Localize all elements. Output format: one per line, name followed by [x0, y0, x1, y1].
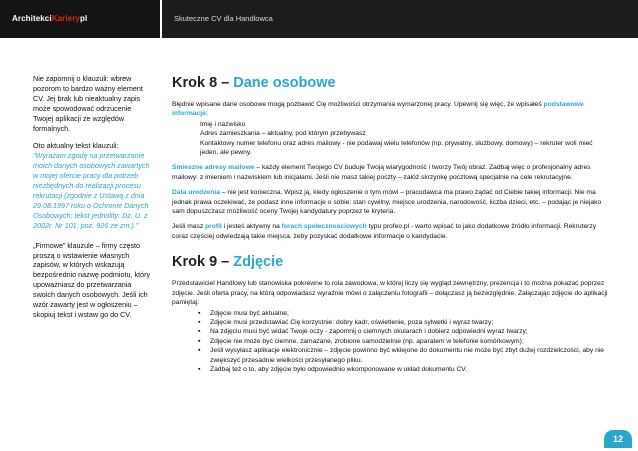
step8-basic-info-list — [172, 120, 612, 158]
sidebar-clause-label: Oto aktualny tekst klauzuli: — [33, 141, 119, 151]
list-item: ▪ Zdjęcie musi przedstawiać Cię korzystnie: dobry kadr, oświetlenie, poza sylwetki i wyraz twarzy; — [198, 318, 612, 327]
main-content — [172, 74, 612, 374]
list-item: ▪ Jeśli wysyłasz aplikacje elektronicznie – zdjęcie powinno być wklejone do dokumentu nie może być zbyt dużej rozdzielczości, aby nie zwiększyć przesadnie wielkości przesyłanego pliku. — [198, 346, 612, 365]
sidebar-note — [33, 74, 151, 328]
header-logo-bar — [0, 0, 160, 38]
list-item: Imię i nazwisko — [200, 120, 246, 128]
list-item: Adres zamieszkania – aktualny, pod którym przebywasz — [200, 130, 366, 138]
step9-title: Krok 9 – Zdjęcie — [172, 254, 284, 271]
logo: ArchitekciKarierypl — [12, 14, 88, 23]
step8-email-paragraph: Śmieszne adresy mailowe – każdy element Twojego CV buduje Twoją wiarygodność i tworzy Twój obraz. Zadbaj więc o profesjonalny adres mailowy: z imieniem i nazwiskiem lub inicjałami. Jeśli nie masz takiej poczty – załóż skrzynkę pocztową specjalnie na cele rekrutacyjne. — [172, 164, 591, 181]
list-item: ▪ Zdjęcie nie może być ciemne, zamazane, zrobione samodzielnie (np. aparatem w telefonie komórkowym); — [198, 337, 612, 346]
list-item: Kontaktowy numer telefonu oraz adres mailowy - nie podawaj wielu telefonów (np. prywatny, służbowy, domowy) – rekruter woli mieć jeden, ale pewny. — [200, 139, 593, 157]
page-number-badge: 12 — [604, 430, 632, 448]
list-item: ▪ Zdjęcie musi być aktualne; — [198, 309, 612, 318]
step9-photo-checklist — [198, 309, 612, 375]
step8-title: Krok 8 – Dane osobowe — [172, 75, 336, 91]
list-item: ▪ Na zdjęciu musi być widać Twoje oczy - zapomnij o ciemnych okularach i dobierz odpowiedni wyraz twarzy; — [198, 327, 612, 336]
step8-intro: Błędnie wpisane dane osobowe mogą pozbawić Cię możliwości otrzymania wymarzonej pracy. Upewnij się więc, że wpisałeś podstawowe informacje: — [172, 101, 584, 118]
sidebar-clause-quote: "Wyrażam zgodę na przetwarzanie moich danych osobowych zawartych w mojej ofercie pracy dla potrzeb niezbędnych do realizacji procesu rekrutacji (zgodnie z Ustawą z dnia 29.08.1997 roku o Ochronie Danych Osobowych; tekst jednolity: Dz. U. z 2002r. Nr 101, poz. 926 ze zm.)." — [33, 151, 150, 230]
sidebar-clause-intro — [33, 141, 151, 230]
header-title-bar — [162, 0, 638, 38]
step8-profile-paragraph: Jeśli masz profil i jesteś aktywny na forach społecznościowych typu profeo.pl - warto wpisać to jako dodatkowe źródło informacji. Rekruterzy coraz częściej odwiedzają takie miejsca, żeby pozyskać dodatkowe informacje o kandydacie. — [172, 223, 597, 240]
list-item: ▪ Zadbaj też o to, aby zdjęcie było odpowiednio wkomponowane w układ dokumentu CV. — [198, 365, 612, 374]
step9-intro: Przedstawiciel Handlowy lub stanowiska pokrewne to rola zawodowa, w której liczy się wygląd zewnętrzny, prezencja i to można pokazać poprzez zdjęcie. Jeśli oferta pracy, na którą odpowiadasz wyraźnie mówi o załączeniu fotografii – dołączasz ją bezwzględnie. Załączając zdjęcie do aplikacji pamiętaj: — [172, 280, 608, 307]
step8-dob-paragraph: Data urodzenia – nie jest konieczna. Wpisz ją, kiedy ogłoszenie o tym mówi – pracodawca ma prawo żądać od Ciebie takiej informacji. Nie ma jednak prawa oczekiwać, że podasz inne informacje o sobie: stan cywilny, miejsce urodzenia, narodowość, liczba dzieci, etc. – podając je niejako sam dopuszczasz możliwość oceny Twojej kandydatury poprzez te kryteria. — [172, 189, 602, 216]
document-title: Skuteczne CV dla Handlowca — [174, 14, 273, 23]
sidebar-paragraph-company-clause: „Firmowe” klauzule – firmy często proszą o wstawienie własnych zapisów, w których wskazują bezpośrednio nazwę podmiotu, który upoważniasz do przetwarzania swoich danych osobowych. Jeśli ich wzór zawarty jest w ogłoszeniu – skopiuj tekst i wstaw go do CV. — [33, 240, 151, 319]
sidebar-paragraph-clause: Nie zapomnij o klauzuli: wbrew pozorom to bardzo ważny element CV. Jej brak lub nieaktualny zapis może spowodować odrzucenie Twojej aplikacji ze względów formalnych. — [33, 74, 143, 133]
